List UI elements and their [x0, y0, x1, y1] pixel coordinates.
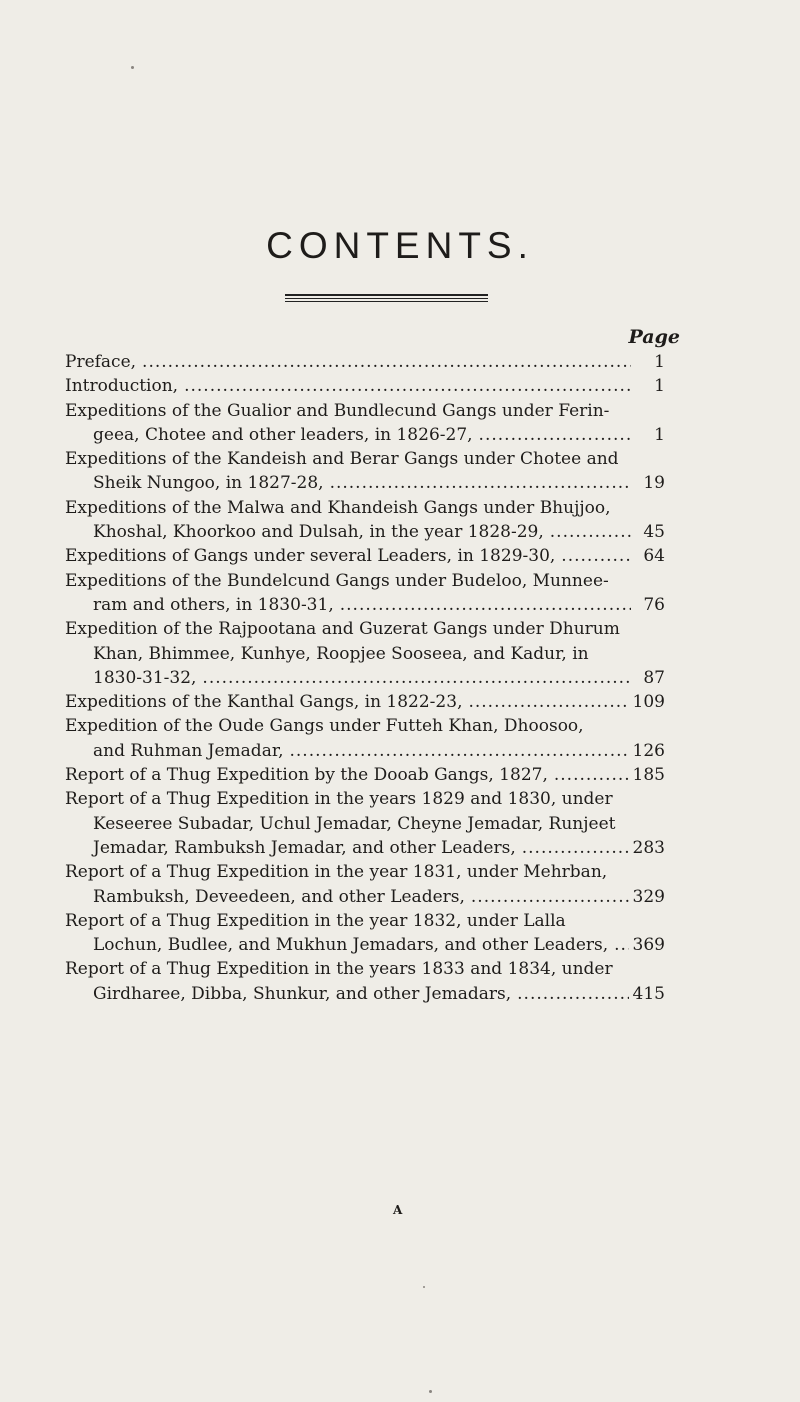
title-rule	[285, 298, 488, 299]
toc-entry-text: Preface,	[65, 352, 137, 372]
paper-speck	[423, 1286, 425, 1288]
toc-entry-continuation	[65, 642, 665, 666]
dot-leader	[522, 836, 629, 860]
toc-page-number: 369	[632, 935, 665, 956]
dot-leader	[340, 593, 631, 617]
table-of-contents	[65, 350, 665, 1006]
toc-entry-line	[65, 714, 665, 738]
toc-entry-continuation	[65, 885, 665, 909]
toc-entry-text: Expeditions of Gangs under several Leaders, in 1829-30,	[65, 546, 556, 567]
toc-entry-line	[65, 617, 665, 641]
toc-page-number: 1	[654, 352, 665, 372]
paper-speck	[131, 66, 134, 69]
toc-entry	[65, 860, 665, 909]
toc-entry-text: Introduction,	[65, 376, 179, 397]
dot-leader	[471, 885, 629, 909]
dot-leader	[468, 690, 628, 714]
toc-page-number: 1	[654, 376, 665, 397]
toc-entry-text: and Ruhman Jemadar,	[93, 740, 284, 761]
toc-entry-continuation	[65, 471, 665, 495]
signature-mark: A	[393, 1203, 403, 1217]
page-column-label: Page	[628, 326, 680, 348]
toc-page-number: 109	[632, 692, 665, 713]
dot-leader	[561, 544, 631, 568]
toc-entry-text: geea, Chotee and other leaders, in 1826-27,	[93, 424, 473, 445]
toc-entry	[65, 569, 665, 618]
toc-page-number: 1	[654, 424, 665, 445]
toc-entry	[65, 617, 665, 690]
toc-entry-text: Expeditions of the Malwa and Khandeish Gangs under Bhujjoo,	[65, 497, 611, 518]
dot-leader	[614, 933, 628, 957]
toc-entry-continuation	[65, 520, 665, 544]
toc-entry	[65, 909, 665, 958]
toc-entry-text: Rambuksh, Deveedeen, and other Leaders,	[93, 886, 465, 907]
paper-speck	[429, 1390, 432, 1393]
toc-entry	[65, 787, 665, 860]
title-rule	[285, 301, 488, 302]
toc-entry-text: Expeditions of the Kandeish and Berar Gangs under Chotee and	[65, 449, 619, 470]
toc-entry-line	[65, 690, 665, 714]
dot-leader	[517, 982, 628, 1006]
toc-entry-text: Report of a Thug Expedition in the year 1832, under Lalla	[65, 910, 566, 931]
toc-entry-text: Khoshal, Khoorkoo and Dulsah, in the year 1828-29,	[93, 522, 544, 543]
toc-entry-line	[65, 787, 665, 811]
toc-entry-text: Keseeree Subadar, Uchul Jemadar, Cheyne Jemadar, Runjeet	[93, 813, 616, 834]
toc-entry-line	[65, 496, 665, 520]
toc-entry-line	[65, 909, 665, 933]
toc-entry	[65, 374, 665, 398]
toc-entry	[65, 350, 665, 374]
toc-entry-continuation	[65, 739, 665, 763]
toc-entry-text: Report of a Thug Expedition in the year 1831, under Mehrban,	[65, 862, 608, 883]
toc-entry-text: Expeditions of the Bundelcund Gangs under Budeloo, Munnee-	[65, 570, 609, 591]
toc-page-number: 126	[632, 740, 665, 761]
toc-entry	[65, 496, 665, 545]
toc-entry	[65, 957, 665, 1006]
title-rule	[285, 294, 488, 296]
toc-page-number: 45	[643, 522, 665, 543]
toc-entry-text: 1830-31-32,	[93, 667, 197, 688]
toc-entry-text: Expeditions of the Kanthal Gangs, in 1822-23,	[65, 692, 463, 713]
toc-entry-line	[65, 763, 665, 787]
toc-entry-line	[65, 569, 665, 593]
toc-entry-line	[65, 399, 665, 423]
toc-entry-text: Khan, Bhimmee, Kunhye, Roopjee Sooseea, and Kadur, in	[93, 643, 589, 664]
dot-leader	[330, 471, 631, 495]
toc-entry-text: Report of a Thug Expedition in the years 1833 and 1834, under	[65, 959, 613, 980]
dot-leader	[290, 739, 629, 763]
toc-entry-text: Sheik Nungoo, in 1827-28,	[93, 473, 324, 494]
toc-entry-text: Report of a Thug Expedition in the years 1829 and 1830, under	[65, 789, 613, 810]
dot-leader	[184, 374, 631, 398]
toc-page-number: 19	[643, 473, 665, 494]
toc-entry-continuation	[65, 812, 665, 836]
toc-entry-continuation	[65, 836, 665, 860]
toc-entry	[65, 690, 665, 714]
dot-leader	[202, 666, 631, 690]
toc-entry	[65, 544, 665, 568]
dot-leader	[479, 423, 631, 447]
toc-entry-text: Expeditions of the Gualior and Bundlecund Gangs under Ferin-	[65, 400, 610, 421]
toc-entry-continuation	[65, 423, 665, 447]
toc-page-number: 64	[643, 546, 665, 567]
toc-entry	[65, 714, 665, 763]
toc-entry	[65, 399, 665, 448]
toc-entry-continuation	[65, 593, 665, 617]
toc-page-number: 76	[643, 594, 665, 615]
toc-entry-line	[65, 374, 665, 398]
dot-leader	[554, 763, 629, 787]
toc-entry-text: Expedition of the Rajpootana and Guzerat Gangs under Dhurum	[65, 619, 620, 640]
toc-page-number: 185	[632, 765, 665, 786]
toc-entry-continuation	[65, 933, 665, 957]
toc-entry-line	[65, 350, 665, 374]
toc-entry-text: ram and others, in 1830-31,	[93, 594, 334, 615]
toc-entry-continuation	[65, 666, 665, 690]
toc-entry-text: Expedition of the Oude Gangs under Futteh Khan, Dhoosoo,	[65, 716, 584, 737]
toc-page-number: 415	[632, 983, 665, 1004]
toc-entry-line	[65, 447, 665, 471]
toc-page-number: 87	[643, 667, 665, 688]
toc-page-number: 283	[632, 837, 665, 858]
toc-entry	[65, 447, 665, 496]
toc-entry-text: Lochun, Budlee, and Mukhun Jemadars, and other Leaders,	[93, 935, 609, 956]
toc-entry-text: Report of a Thug Expedition by the Dooab Gangs, 1827,	[65, 765, 548, 786]
toc-entry-line	[65, 544, 665, 568]
page-title: CONTENTS.	[266, 225, 534, 266]
toc-entry-line	[65, 957, 665, 981]
dot-leader	[142, 350, 631, 374]
toc-page-number: 329	[632, 886, 665, 907]
toc-entry-text: Girdharee, Dibba, Shunkur, and other Jemadars,	[93, 983, 512, 1004]
toc-entry-line	[65, 860, 665, 884]
toc-entry-text: Jemadar, Rambuksh Jemadar, and other Leaders,	[93, 837, 516, 858]
toc-entry	[65, 763, 665, 787]
dot-leader	[550, 520, 631, 544]
toc-entry-continuation	[65, 982, 665, 1006]
